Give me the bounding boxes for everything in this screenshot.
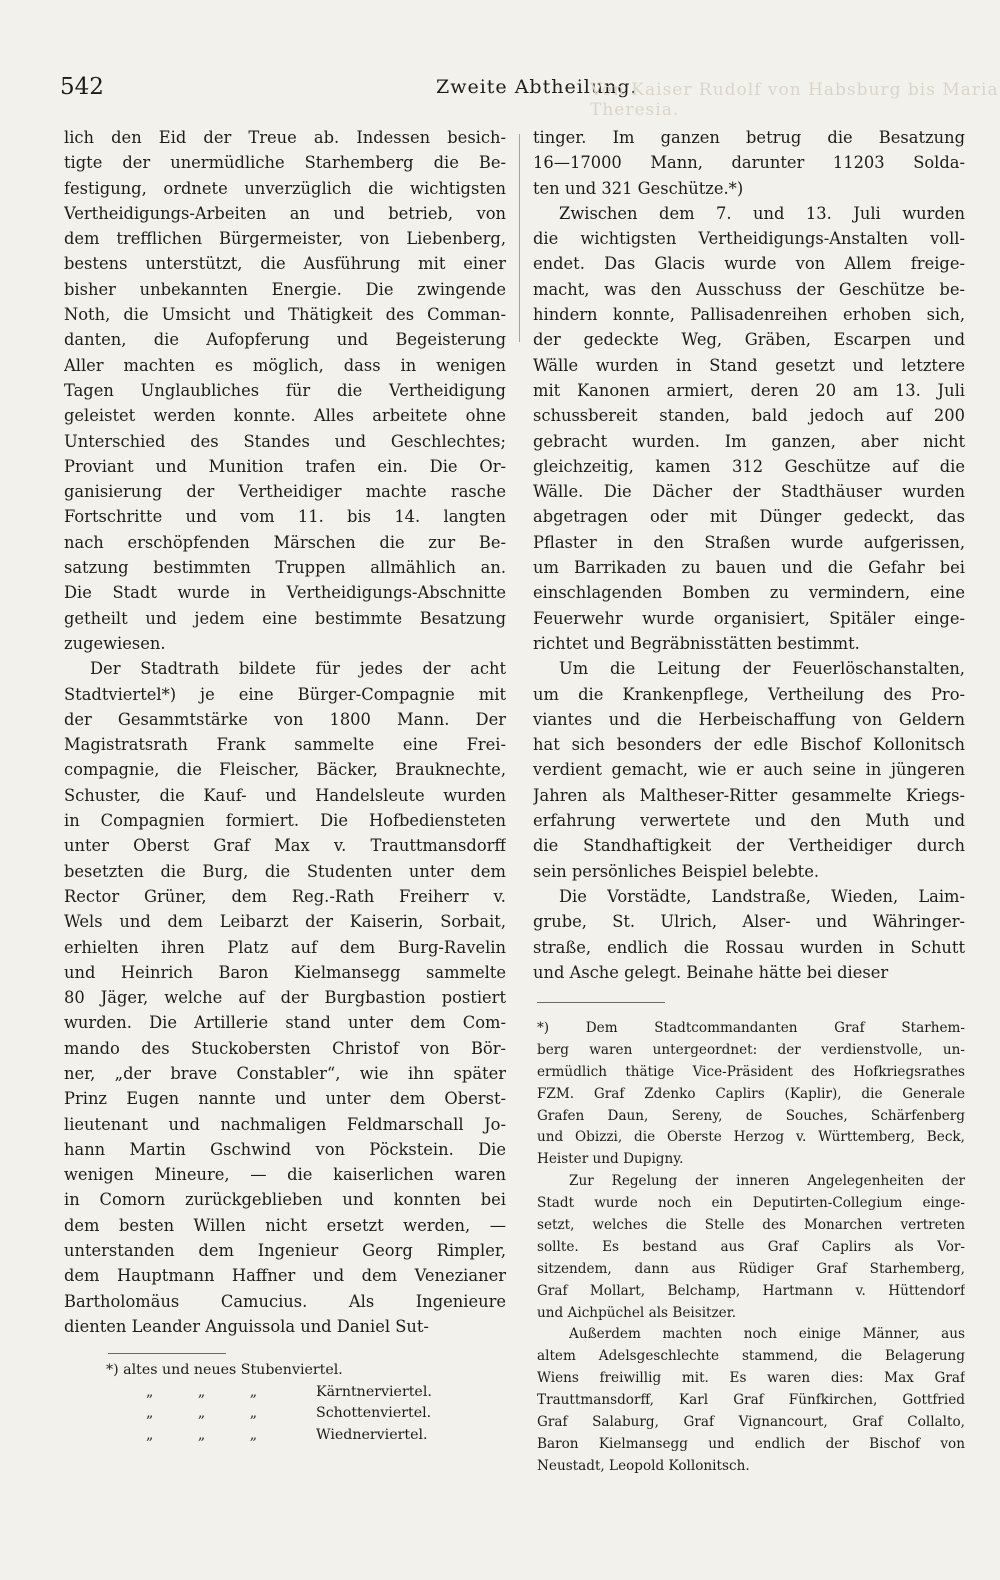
- text-line: Trauttmansdorff, Karl Graf Fünfkirchen, Gottfried: [537, 1392, 965, 1409]
- text-line: dem Hauptmann Haffner und dem Venezianer: [64, 1266, 506, 1286]
- text-line: schussbereit standen, bald jedoch auf 200: [533, 406, 965, 426]
- running-title: Zweite Abtheilung.: [436, 76, 638, 98]
- text-line: Schuster, die Kauf- und Handelsleute wurden: [64, 785, 506, 805]
- footnote-marker: *): [106, 1362, 119, 1378]
- text-line: Jahren als Maltheser-Ritter gesammelte Kriegs-: [533, 785, 965, 805]
- text-line: endet. Das Glacis wurde von Allem freige-: [533, 254, 965, 274]
- right-footnote-rule: [537, 1002, 665, 1003]
- text-line: FZM. Graf Zdenko Caplirs (Kaplir), die Generale: [537, 1085, 965, 1102]
- text-line: unterstanden dem Ingenieur Georg Rimpler,: [64, 1241, 506, 1261]
- text-line: und Heinrich Baron Kielmansegg sammelte: [64, 962, 506, 982]
- text-line: macht, was den Ausschuss der Geschütze be-: [533, 279, 965, 299]
- text-line: der gedeckte Weg, Gräben, Escarpen und: [533, 330, 965, 350]
- text-line: und Asche gelegt. Beinahe hätte bei dieser: [533, 962, 889, 982]
- footnote-line: [106, 1382, 436, 1404]
- text-line: gebracht wurden. Im ganzen, aber nicht: [533, 431, 965, 451]
- text-line: Zwischen dem 7. und 13. Juli wurden: [559, 203, 965, 223]
- text-line: richtet und Begräbnisstätten bestimmt.: [533, 633, 860, 653]
- text-line: Grafen Daun, Sereny, de Souches, Schärfenberg: [537, 1107, 965, 1124]
- text-line: hindern konnte, Pallisadenreihen erhoben sich,: [533, 305, 965, 325]
- text-line: ermüdlich thätige Vice-Präsident des Hofkriegsrathes: [537, 1063, 965, 1080]
- text-line: setzt, welches die Stelle des Monarchen vertreten: [537, 1217, 965, 1234]
- text-line: in Compagnien formiert. Die Hofbediensteten: [64, 811, 506, 831]
- left-text-column: [64, 125, 506, 1339]
- text-line: Aller machten es möglich, dass in wenigen: [64, 355, 506, 375]
- right-text-column: [533, 125, 965, 985]
- ditto-marks: „ „ „: [146, 1426, 278, 1443]
- right-footnote: [537, 1018, 965, 1478]
- text-line: lich den Eid der Treue ab. Indessen besich-: [64, 128, 506, 147]
- text-line: dem besten Willen nicht ersetzt werden, —: [64, 1215, 506, 1235]
- text-line: Die Vorstädte, Landstraße, Wieden, Laim-: [559, 886, 965, 906]
- text-line: Der Stadtrath bildete für jedes der acht: [90, 659, 506, 679]
- text-line: Noth, die Umsicht und Thätigkeit des Comman-: [64, 305, 506, 325]
- text-line: Magistratsrath Frank sammelte eine Frei-: [64, 735, 506, 755]
- text-line: altem Adelsgeschlechte stammend, die Belagerung: [537, 1348, 965, 1365]
- text-line: Graf Salaburg, Graf Vignancourt, Graf Collalto,: [537, 1414, 965, 1431]
- text-line: sein persönliches Beispiel belebte.: [533, 861, 820, 881]
- text-line: Wälle wurden in Stand gesetzt und letztere: [533, 355, 965, 375]
- text-line: dem trefflichen Bürgermeister, von Liebenberg,: [64, 229, 506, 249]
- text-line: Neustadt, Leopold Kollonitsch.: [537, 1457, 750, 1474]
- text-line: Vertheidigungs-Arbeiten an und betrieb, von: [64, 203, 506, 223]
- footnote-text: Schottenviertel.: [316, 1405, 432, 1421]
- text-line: zugewiesen.: [64, 633, 166, 653]
- footnote-line: [106, 1403, 436, 1425]
- text-line: Stadtviertel*) je eine Bürger-Compagnie mit: [64, 684, 506, 704]
- text-line: Stadt wurde noch ein Deputirten-Collegium einge-: [537, 1195, 965, 1212]
- text-line: Wälle. Die Dächer der Stadthäuser wurden: [533, 482, 965, 502]
- text-line: verdient gemacht, wie er auch seine in jüngeren: [533, 760, 965, 780]
- text-line: Bartholomäus Camucius. Als Ingenieure: [64, 1291, 506, 1311]
- text-line: Wels und dem Leibarzt der Kaiserin, Sorbait,: [64, 912, 506, 932]
- text-line: hann Martin Gschwind von Pöckstein. Die: [64, 1139, 506, 1159]
- text-line: compagnie, die Fleischer, Bäcker, Brauknechte,: [64, 760, 506, 780]
- text-line: Baron Kielmansegg und endlich der Bischof von: [537, 1435, 965, 1452]
- text-line: Wiens freiwillig mit. Es waren dies: Max Graf: [537, 1370, 965, 1387]
- text-line: abgetragen oder mit Dünger gedeckt, das: [533, 507, 965, 527]
- text-line: Proviant und Munition trafen ein. Die Or-: [64, 456, 506, 476]
- text-line: sollte. Es bestand aus Graf Caplirs als Vor-: [537, 1238, 965, 1255]
- text-line: straße, endlich die Rossau wurden in Schutt: [533, 937, 965, 957]
- text-line: 16—17000 Mann, darunter 11203 Solda-: [533, 153, 965, 173]
- footnote-text: Kärntnerviertel.: [316, 1383, 432, 1400]
- text-line: grube, St. Ulrich, Alser- und Währinger-: [533, 912, 965, 932]
- text-line: getheilt und jedem eine bestimmte Besatzung: [64, 608, 506, 628]
- text-line: satzung bestimmten Truppen allmählich an.: [64, 558, 506, 578]
- footnote-line: [106, 1425, 436, 1447]
- column-divider: [519, 134, 520, 342]
- page-number: 542: [60, 74, 104, 100]
- text-line: bisher unbekannten Energie. Die zwingende: [64, 279, 506, 299]
- left-footnote: [106, 1360, 436, 1446]
- text-line: Außerdem machten noch einige Männer, aus: [569, 1326, 965, 1343]
- ditto-marks: „ „ „: [146, 1383, 278, 1400]
- footnote-text: Wiednerviertel.: [316, 1426, 428, 1443]
- text-line: ner, „der brave Constabler“, wie ihn später: [64, 1063, 506, 1083]
- text-line: wenigen Mineure, — die kaiserlichen waren: [64, 1165, 506, 1185]
- text-line: der Gesammtstärke von 1800 Mann. Der: [64, 709, 506, 729]
- text-line: mit Kanonen armiert, deren 20 am 13. Juli: [533, 380, 965, 400]
- text-line: Fortschritte und vom 11. bis 14. langten: [64, 507, 506, 527]
- text-line: und Aichpüchel als Beisitzer.: [537, 1304, 737, 1321]
- text-line: Prinz Eugen nannte und unter dem Oberst-: [64, 1089, 506, 1109]
- text-line: Die Stadt wurde in Vertheidigungs-Abschnitte: [64, 583, 506, 603]
- text-line: nach erschöpfenden Märschen die zur Be-: [64, 532, 506, 552]
- text-line: einschlagenden Bomben zu vermindern, eine: [533, 583, 965, 603]
- text-line: um die Krankenpflege, Vertheilung des Pro-: [533, 684, 965, 704]
- text-line: die Standhaftigkeit der Vertheidiger durch: [533, 836, 965, 856]
- text-line: berg waren untergeordnet: der verdienstvolle, un-: [537, 1041, 965, 1058]
- bleed-through-text: Von Kaiser Rudolf von Habsburg bis Maria Theresia.: [590, 80, 999, 120]
- text-line: geleistet werden konnte. Alles arbeitete ohne: [64, 406, 506, 426]
- text-line: und Obizzi, die Oberste Herzog v. Württemberg, Beck,: [537, 1129, 965, 1146]
- text-line: hat sich besonders der edle Bischof Kollonitsch: [533, 735, 965, 755]
- text-line: bestens unterstützt, die Ausführung mit einer: [64, 254, 506, 274]
- text-line: 80 Jäger, welche auf der Burgbastion postiert: [64, 988, 506, 1008]
- text-line: mando des Stuckobersten Christof von Bör-: [64, 1038, 506, 1058]
- text-line: Tagen Unglaubliches für die Vertheidigung: [64, 380, 506, 400]
- text-line: danten, die Aufopferung und Begeisterung: [64, 330, 506, 350]
- text-line: dienten Leander Anguissola und Daniel Sut-: [64, 1316, 429, 1336]
- text-line: lieutenant und nachmaligen Feldmarschall Jo-: [64, 1114, 506, 1134]
- text-line: erfahrung verwertete und den Muth und: [533, 811, 965, 831]
- text-line: Pflaster in den Straßen wurde aufgerissen,: [533, 532, 965, 552]
- text-line: viantes und die Herbeischaffung von Geldern: [533, 709, 965, 729]
- text-line: in Comorn zurückgeblieben und konnten bei: [64, 1190, 506, 1210]
- text-line: sitzendem, dann aus Rüdiger Graf Starhemberg,: [537, 1260, 965, 1277]
- text-line: die wichtigsten Vertheidigungs-Anstalten voll-: [533, 229, 965, 249]
- left-footnote-rule: [108, 1353, 226, 1354]
- text-line: Zur Regelung der inneren Angelegenheiten der: [569, 1173, 965, 1190]
- text-line: tinger. Im ganzen betrug die Besatzung: [533, 128, 965, 147]
- text-line: Graf Mollart, Belchamp, Hartmann v. Hüttendorf: [537, 1282, 965, 1299]
- text-line: Rector Grüner, dem Reg.-Rath Freiherr v.: [64, 886, 506, 906]
- text-line: festigung, ordnete unverzüglich die wichtigsten: [64, 178, 506, 198]
- text-line: wurden. Die Artillerie stand unter dem Com-: [64, 1013, 506, 1033]
- text-line: ten und 321 Geschütze.*): [533, 178, 744, 198]
- text-line: gleichzeitig, kamen 312 Geschütze auf die: [533, 456, 965, 476]
- footnote-text: altes und neues Stubenviertel.: [123, 1362, 343, 1378]
- ditto-marks: „ „ „: [146, 1405, 278, 1421]
- text-line: ganisierung der Vertheidiger machte rasche: [64, 482, 506, 502]
- text-line: Feuerwehr wurde organisiert, Spitäler einge-: [533, 608, 965, 628]
- text-line: um Barrikaden zu bauen und die Gefahr bei: [533, 558, 965, 578]
- text-line: erhielten ihren Platz auf dem Burg-Ravelin: [64, 937, 506, 957]
- text-line: tigte der unermüdliche Starhemberg die Be-: [64, 153, 506, 173]
- text-line: Unterschied des Standes und Geschlechtes;: [64, 431, 506, 451]
- text-line: *) Dem Stadtcommandanten Graf Starhem-: [537, 1020, 965, 1036]
- footnote-line: [106, 1360, 436, 1382]
- text-line: Um die Leitung der Feuerlöschanstalten,: [559, 659, 965, 679]
- text-line: Heister und Dupigny.: [537, 1151, 684, 1168]
- text-line: besetzten die Burg, die Studenten unter dem: [64, 861, 506, 881]
- text-line: unter Oberst Graf Max v. Trauttmansdorff: [64, 836, 506, 856]
